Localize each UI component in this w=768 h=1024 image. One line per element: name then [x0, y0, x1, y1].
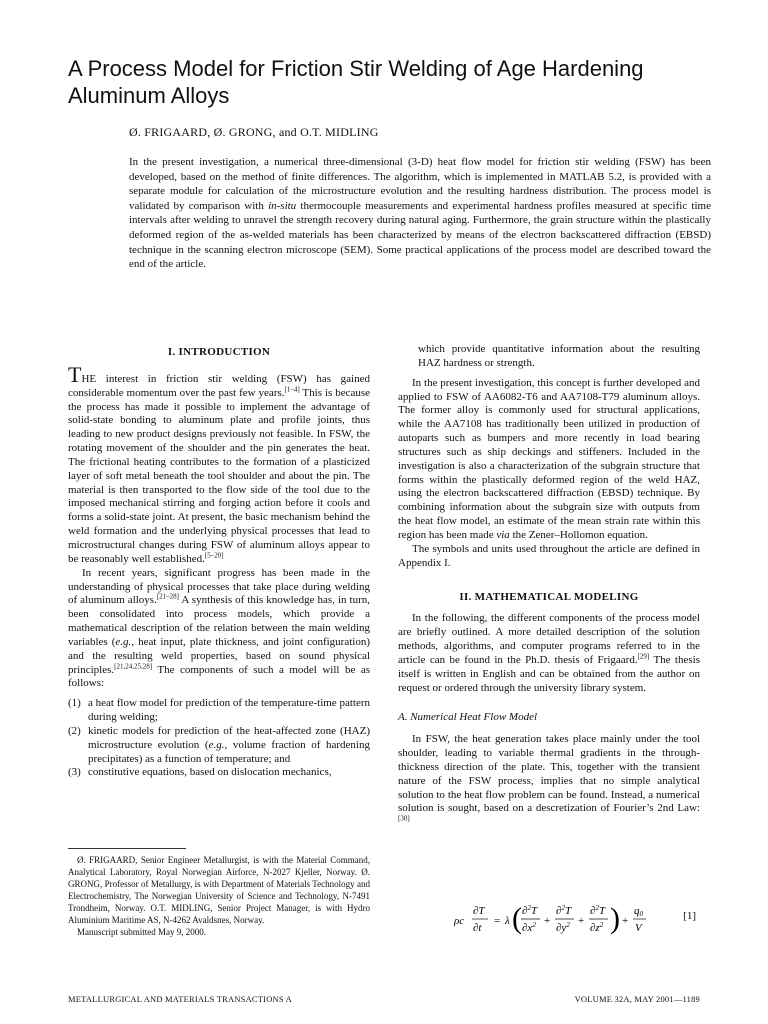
section-heading-modeling: II. MATHEMATICAL MODELING [459, 590, 639, 603]
citation: [30] [398, 814, 410, 823]
citation: [1–4] [284, 385, 300, 394]
svg-text:∂x2: $\partial x^2$ [522, 921, 536, 934]
svg-text:∂2T: ∂$^2$T [522, 904, 538, 917]
intro-paragraph-2: In recent years, significant progress has been made in the understanding of physical processes that take place during welding of aluminum alloys.[21–28] A synthesis of this knowledge has, in turn, been consolidated into process models, which provide a mathematical description of the relation between the main welding variables (e.g., heat input, plate thickness, and joint configuration) and the resulting weld properties, based on sound physical principles.[21,24,25,28] The components of such a model will be as follows: [68, 566, 371, 690]
modeling-paragraph-1: In the following, the different components of the process model are briefly outlined. A more detailed description of the solution methods, algorithms, and computer programs referred to in the article can be found in the Ph.D. thesis of Frigaard.[29] The thesis itself is written in English and can be obtained from the author on request or ordered through the university library system. [398, 612, 700, 694]
footnote-affiliations: Ø. FRIGAARD, Senior Engineer Metallurgist, is with the Material Command, Analytical Laboratory, Royal Norwegian Airforce, N-2027 Kjeller, Norway. Ø. GRONG, Professor of Metallurgy, is with Department of Materials Technology and Electrochemistry, The Norwegian University of Science and Technology, N-7491 Trondheim, Norway. O.T. MIDLING, Senior Project Manager, is with Hydro Aluminium Maritime AS, N-4262 Avaldsnes, Norway. [68, 855, 370, 925]
svg-text:∂T: ∂T [473, 905, 485, 917]
volume-page: VOLUME 32A, MAY 2001—1189 [574, 994, 700, 1004]
svg-text:∂2T: ∂$^2$T [556, 904, 572, 917]
svg-text:∂2T: ∂$^2$T [590, 904, 606, 917]
list-item: (2) kinetic models for prediction of the heat-affected zone (HAZ) microstructure evolution (e.g., volume fraction of hardening precipitates) as a function of temperature; and [68, 724, 370, 765]
author-footnote [68, 848, 370, 938]
svg-text:q0: q0 [634, 905, 643, 918]
citation: [21–28] [156, 592, 180, 601]
authors: Ø. FRIGAARD, Ø. GRONG, and O.T. MIDLING [129, 125, 379, 139]
svg-text:∂t: ∂t [473, 922, 482, 934]
svg-text:∂y2: $\partial y^2$ [556, 921, 570, 934]
intro-paragraph-1: THE interest in friction stir welding (FSW) has gained considerable momentum over the past few years.[1–4] This is because the process has made it possible to implement the advantage of solid-state bonding to aluminum plate and profile joints, thus leading to new product designs previously not feasible. In FSW, the rotating movement of the shoulder and the pin generates the heat. The frictional heating contributes to the formation of a plasticized layer of soft metal beneath the tool shoulder and about the pin. The material is then transported to the flow side of the tool due to the imposed mechanical stirring and forging action before it cools and forms a solid-state joint. At present, the basic mechanism behind the weld formation and the underlying physical processes that lead to microstructural changes during FSW of aluminum alloys appear to be reasonably well established.[5–20] [68, 361, 370, 565]
svg-text:(: ( [512, 902, 522, 935]
drop-cap: T [68, 361, 82, 387]
svg-text:=: = [494, 915, 501, 927]
svg-text:λ: λ [505, 915, 510, 927]
fourier-equation [454, 900, 694, 940]
article-title: A Process Model for Friction Stir Welding of Age Hardening Aluminum Alloys [68, 56, 644, 108]
svg-text:): ) [610, 902, 620, 935]
svg-text:V: V [635, 922, 642, 934]
right-column [398, 343, 700, 830]
model-components-list [68, 697, 370, 780]
abstract: In the present investigation, a numerical three-dimensional (3-D) heat flow model for friction stir welding (FSW) has been developed, based on the method of finite differences. The algorithm, which is implemented in MATLAB 5.2, is provided with a separate module for calculation of the microstructure evolution and the resulting hardness distribution. The process model is validated by comparison with in-situ thermocouple measurements and experimental hardness profiles measured at specific time intervals after welding to unravel the strength recovery during natural aging. Furthermore, the grain structure within the plastically deformed region of the as-welded materials has been characterized by means of the electron backscattered diffraction (EBSD) technique in the scanning electron microscope (SEM). Some practical applications of the process model are described toward the end of the article. [129, 156, 711, 271]
footnote-submitted: Manuscript submitted May 9, 2000. [77, 927, 206, 937]
equation-number: [1] [683, 910, 696, 922]
svg-text:+: + [578, 915, 585, 927]
citation: [29] [637, 652, 650, 661]
left-column [68, 343, 370, 780]
footnote-rule [68, 848, 186, 849]
svg-text:+: + [544, 915, 551, 927]
subsection-heading: A. Numerical Heat Flow Model [398, 711, 538, 724]
journal-name: METALLURGICAL AND MATERIALS TRANSACTIONS A [68, 994, 293, 1004]
svg-text:ρc: ρc [454, 915, 465, 927]
list-item: (1) a heat flow model for prediction of the temperature-time pattern during welding; [68, 697, 370, 724]
equation-1 [398, 900, 700, 940]
modeling-paragraph-2: In FSW, the heat generation takes place mainly under the tool shoulder, leading to variable thermal gradients in the through-thickness direction of the plate. This, together with the transient nature of the FSW process, implies that no simple analytical solution to the heat flow problem can be found. Instead, a numerical solution is sought, based on a descretization of Fourier’s 2nd Law:[30] [398, 733, 700, 823]
list-item: (3) constitutive equations, based on dislocation mechanics, [68, 766, 332, 779]
svg-text:∂z2: $\partial z^2$ [590, 921, 604, 934]
list-continuation: which provide quantitative information about the resulting HAZ hardness or strength. [418, 343, 700, 369]
citation: [5–20] [204, 551, 224, 560]
svg-text:+: + [622, 915, 629, 927]
intro-paragraph-4: The symbols and units used throughout the article are defined in Appendix I. [398, 542, 700, 569]
section-heading-introduction: I. INTRODUCTION [167, 346, 271, 358]
intro-paragraph-3: In the present investigation, this concept is further developed and applied to FSW of AA6082-T6 and AA7108-T79 aluminum alloys. The former alloy is commonly used for structural applications, while the AA7108 has traditionally been utilized in production of autoparts such as bumpers and more recently in load bearing structures such as ship deckings and stiffeners. Included in the investigation is also a characterization of the subgrain structure that forms within the plastically deformed region of the weld HAZ, using the electron backscattered diffraction (EBSD) technique. By combining information about the subgrain size with outputs from the heat flow model, an estimate of the mean strain rate within this region has been made via the Zener–Hollomon equation. [398, 376, 700, 541]
citation: [21,24,25,28] [114, 661, 153, 670]
